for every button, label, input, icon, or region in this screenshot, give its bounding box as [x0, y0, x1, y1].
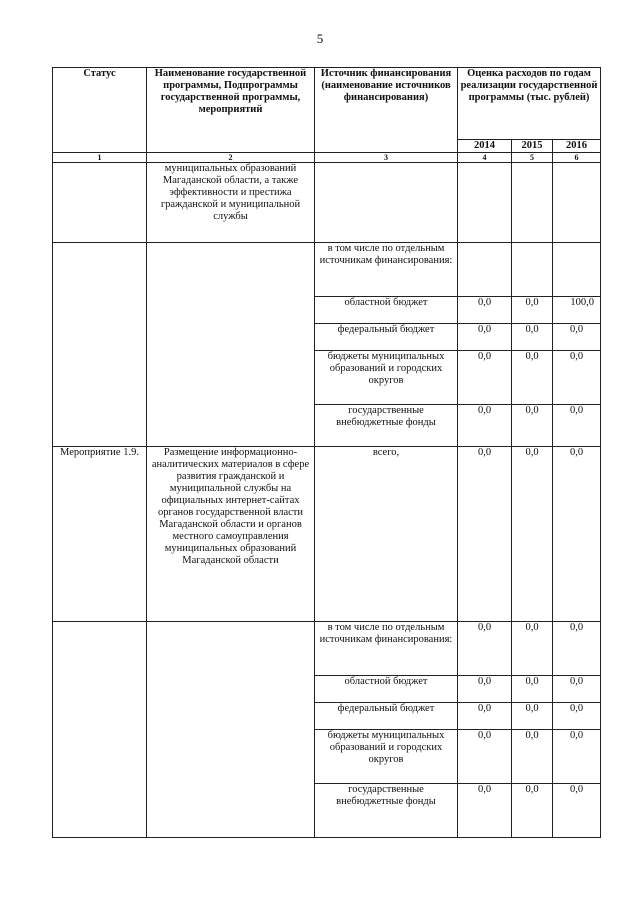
funding-source: областной бюджет	[315, 297, 458, 324]
funding-source: бюджеты муниципальных образований и городских округов	[315, 351, 458, 405]
value-2014: 0,0	[458, 730, 512, 784]
value-2015: 0,0	[512, 297, 553, 324]
value-2015: 0,0	[512, 447, 553, 622]
funding-source: государственные внебюджетные фонды	[315, 405, 458, 447]
funding-source-total: всего,	[315, 447, 458, 622]
funding-source: в том числе по отдельным источникам финансирования:	[315, 622, 458, 676]
value-2015: 0,0	[512, 730, 553, 784]
value-2014: 0,0	[458, 447, 512, 622]
value-2016	[553, 243, 601, 297]
funding-source: федеральный бюджет	[315, 324, 458, 351]
column-number-row	[53, 153, 601, 163]
value-2014: 0,0	[458, 703, 512, 730]
value-2016: 0,0	[553, 784, 601, 838]
value-2014: 0,0	[458, 351, 512, 405]
measure-name: Размещение информационно-аналитических материалов в сфере развития гражданской и муниципальной службы на официальных интернет-сайтах органов государственной власти Магаданской области и органов местного самоуправления муниципальных образований Магаданской области	[147, 447, 315, 622]
value-2016: 0,0	[553, 447, 601, 622]
value-2016: 0,0	[553, 676, 601, 703]
page-number: 5	[316, 31, 324, 46]
column-number: 2	[147, 153, 315, 163]
funding-source: бюджеты муниципальных образований и городских округов	[315, 730, 458, 784]
header-program-name: Наименование государственной программы, Подпрограммы государственной программы, мероприятий	[147, 68, 315, 153]
value-2015	[512, 243, 553, 297]
value-2014: 0,0	[458, 676, 512, 703]
funding-source: в том числе по отдельным источникам финансирования:	[315, 243, 458, 297]
table-row	[53, 447, 601, 622]
header-funding-source: Источник финансирования (наименование источников финансирования)	[315, 68, 458, 153]
value-2015: 0,0	[512, 784, 553, 838]
value-2016: 0,0	[553, 730, 601, 784]
value-2014: 0,0	[458, 324, 512, 351]
measure-status: Мероприятие 1.9.	[53, 447, 147, 622]
value-2015: 0,0	[512, 622, 553, 676]
column-number: 6	[553, 153, 601, 163]
value-2015: 0,0	[512, 405, 553, 447]
value-2015: 0,0	[512, 324, 553, 351]
header-year-2014: 2014	[458, 140, 512, 153]
funding-source: областной бюджет	[315, 676, 458, 703]
value-2015: 0,0	[512, 676, 553, 703]
value-2015: 0,0	[512, 351, 553, 405]
value-2014: 0,0	[458, 622, 512, 676]
value-2015: 0,0	[512, 703, 553, 730]
funding-source: государственные внебюджетные фонды	[315, 784, 458, 838]
value-2016: 100,0	[553, 297, 601, 324]
value-2016: 0,0	[553, 405, 601, 447]
value-2016: 0,0	[553, 622, 601, 676]
column-number: 4	[458, 153, 512, 163]
value-2014: 0,0	[458, 405, 512, 447]
column-number: 1	[53, 153, 147, 163]
value-2014: 0,0	[458, 297, 512, 324]
header-cost-estimate: Оценка расходов по годам реализации государственной программы (тыс. рублей)	[458, 68, 601, 140]
funding-source: федеральный бюджет	[315, 703, 458, 730]
table-row	[53, 622, 601, 676]
column-number: 3	[315, 153, 458, 163]
table-row	[53, 163, 601, 243]
table-row	[53, 243, 601, 297]
header-year-2016: 2016	[553, 140, 601, 153]
value-2016: 0,0	[553, 351, 601, 405]
program-name-continuation: муниципальных образований Магаданской области, а также эффективности и престижа гражданской и муниципальной службы	[147, 163, 315, 243]
column-number: 5	[512, 153, 553, 163]
budget-table	[52, 67, 601, 838]
value-2014	[458, 243, 512, 297]
header-status: Статус	[53, 68, 147, 153]
value-2016: 0,0	[553, 703, 601, 730]
value-2014: 0,0	[458, 784, 512, 838]
value-2016: 0,0	[553, 324, 601, 351]
header-year-2015: 2015	[512, 140, 553, 153]
header-row	[53, 68, 601, 140]
